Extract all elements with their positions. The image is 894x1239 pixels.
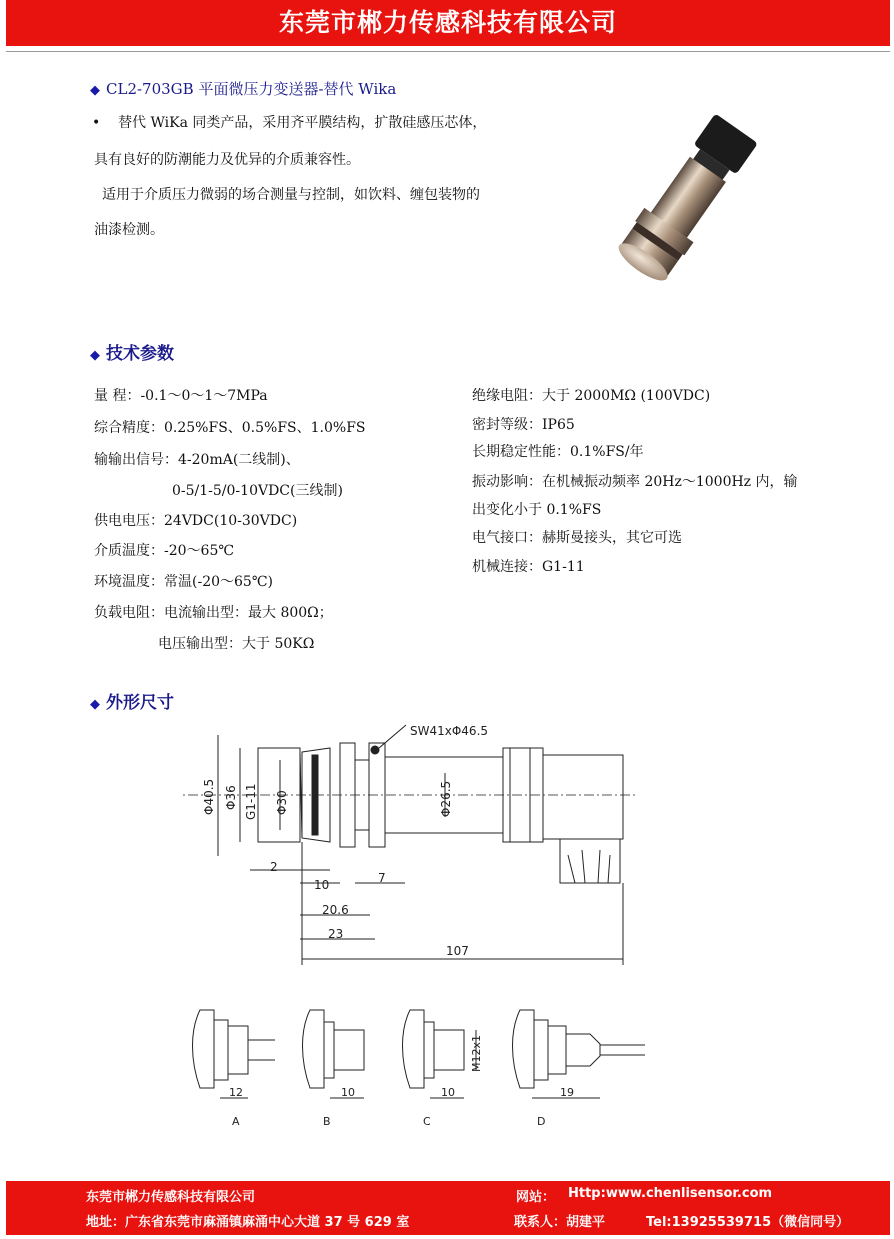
diamond-bullet-icon: ◆ <box>90 83 100 98</box>
header-company-name: 东莞市郴力传感科技有限公司 <box>6 0 890 46</box>
dimensions-title-text: 外形尺寸 <box>106 693 174 713</box>
footer-tel: Tel:13925539715（微信同号） <box>646 1215 850 1230</box>
label-d36: Φ36 <box>224 785 238 810</box>
diamond-bullet-icon: ◆ <box>90 348 100 363</box>
label-d265: Φ26.5 <box>439 780 453 817</box>
spec-load-current: 负载电阻：电流输出型：最大 800Ω； <box>94 605 333 621</box>
variant-d-letter: D <box>537 1115 546 1128</box>
product-title-text: CL2-703GB 平面微压力变送器-替代 Wika <box>106 80 397 98</box>
footer-contact: 联系人：胡建平 <box>514 1215 606 1230</box>
spec-load-voltage: 电压输出型：大于 50KΩ <box>158 636 315 652</box>
spec-output: 输输出信号：4-20mA(二线制)、 <box>94 452 300 468</box>
variant-c-dim: 10 <box>441 1086 455 1099</box>
diamond-bullet-icon: ◆ <box>90 697 100 712</box>
variant-c-letter: C <box>423 1115 431 1128</box>
variant-d-dim: 19 <box>560 1086 574 1099</box>
footer <box>6 1181 890 1235</box>
specs-title-text: 技术参数 <box>106 344 174 364</box>
label-g111: G1-11 <box>244 783 258 820</box>
spec-electrical: 电气接口：赫斯曼接头，其它可选 <box>472 530 682 546</box>
intro-line-1-text: 替代 WiKa 同类产品，采用齐平膜结构，扩散硅感压芯体， <box>118 115 487 131</box>
variant-a-letter: A <box>232 1115 240 1128</box>
spec-stability: 长期稳定性能：0.1%FS/年 <box>472 444 644 460</box>
variant-b <box>303 1010 365 1128</box>
spec-seal: 密封等级：IP65 <box>472 417 575 433</box>
spec-accuracy: 综合精度：0.25%FS、0.5%FS、1.0%FS <box>94 420 366 436</box>
footer-address: 地址：广东省东莞市麻涌镇麻涌中心大道 37 号 629 室 <box>86 1215 410 1230</box>
spec-vibration: 振动影响：在机械振动频率 20Hz～1000Hz 内，输 <box>472 474 798 490</box>
variant-a <box>193 1010 276 1128</box>
label-d30: Φ30 <box>275 790 289 815</box>
label-l7: 7 <box>378 871 386 885</box>
intro-line-2: 具有良好的防潮能力及优异的介质兼容性。 <box>94 152 360 168</box>
variant-b-dim: 10 <box>341 1086 355 1099</box>
variant-c <box>403 1010 484 1128</box>
spec-output-voltage: 0-5/1-5/0-10VDC(三线制) <box>172 483 343 499</box>
product-photo <box>566 108 786 308</box>
spec-medium-temp: 介质温度：-20～65℃ <box>94 543 235 559</box>
label-l2: 2 <box>270 860 278 874</box>
label-d405: Φ40.5 <box>202 778 216 815</box>
label-l206: 20.6 <box>322 903 349 917</box>
intro-line-1: • 替代 WiKa 同类产品，采用齐平膜结构，扩散硅感压芯体， <box>92 115 487 131</box>
dimension-drawing <box>180 715 680 975</box>
spec-insulation: 绝缘电阻：大于 2000MΩ (100VDC) <box>472 388 711 404</box>
variant-c-thread: M12x1 <box>470 1035 483 1072</box>
footer-company: 东莞市郴力传感科技有限公司 <box>86 1190 256 1205</box>
specs-section-title <box>90 339 174 364</box>
spec-range: 量 程：-0.1～0～1～7MPa <box>94 388 268 404</box>
label-l107: 107 <box>446 944 469 958</box>
intro-line-3: 适用于介质压力微弱的场合测量与控制，如饮料、缠包装物的 <box>102 187 480 203</box>
variant-b-letter: B <box>323 1115 331 1128</box>
product-title <box>90 78 396 99</box>
spec-ambient-temp: 环境温度：常温(-20～65℃) <box>94 574 273 590</box>
spec-mechanical: 机械连接：G1-11 <box>472 559 585 575</box>
variant-a-dim: 12 <box>229 1086 243 1099</box>
footer-website-link[interactable]: Http:www.chenlisensor.com <box>568 1186 773 1201</box>
spec-vibration-cont: 出变化小于 0.1%FS <box>472 502 602 518</box>
label-l23: 23 <box>328 927 344 941</box>
variant-d <box>513 1010 646 1128</box>
dimensions-section-title <box>90 688 174 713</box>
footer-website-label: 网站： <box>516 1190 556 1205</box>
connection-variants <box>180 1000 680 1140</box>
label-sw: SW41xΦ46.5 <box>410 724 489 738</box>
label-l10: 10 <box>314 878 330 892</box>
intro-line-4: 油漆检测。 <box>94 222 164 238</box>
header-divider <box>6 51 890 52</box>
spec-supply: 供电电压：24VDC(10-30VDC) <box>94 513 298 529</box>
